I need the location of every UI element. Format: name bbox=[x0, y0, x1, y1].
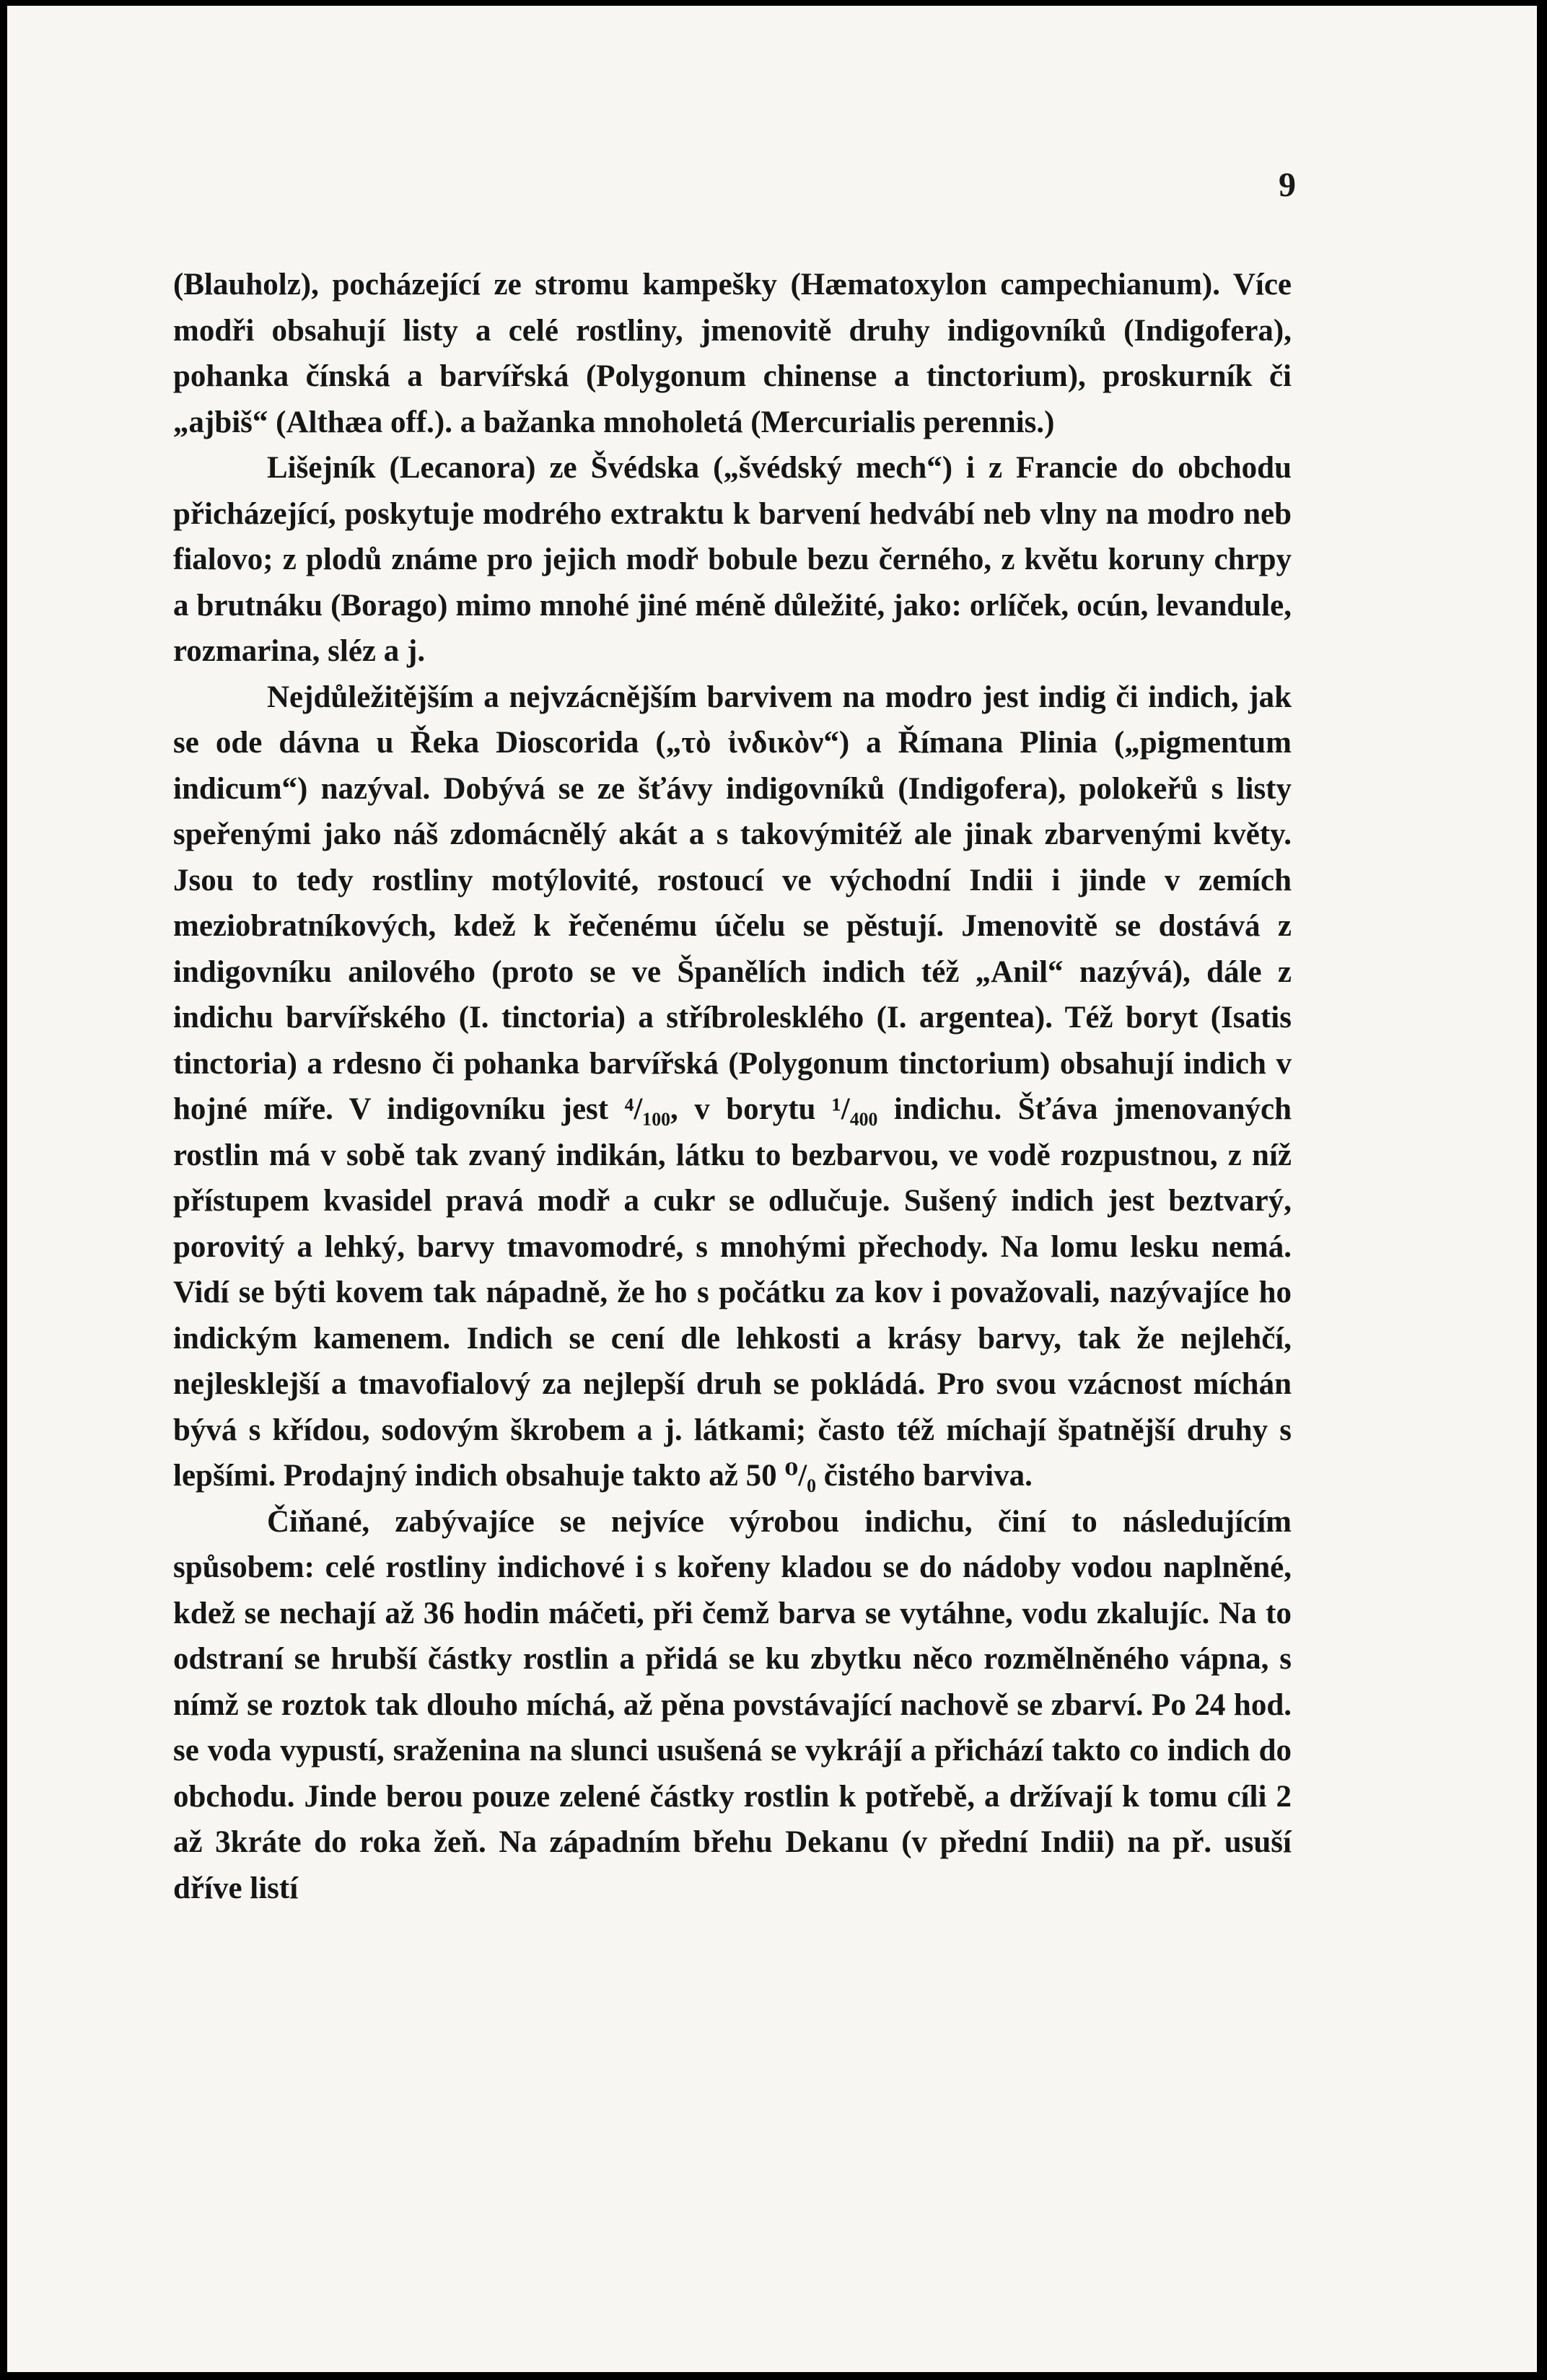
paragraph-indigo: Nejdůležitějším a nejvzácnějším barvivem na modro jest indig či indich, jak se ode dávna u Řeka Dioscorida („τὸ ἰνδικὸν“) a Římana Plinia („pigmentum indicum“) nazýval. Dobývá se ze šťávy indigovníků (Indigofera), polokeřů s listy speřenými jako náš zdomácnělý akát a s takovýmitéž ale jinak zbarvenými květy. Jsou to tedy rostliny motýlovité, rostoucí ve východní Indii i jinde v zemích meziobratníkových, kdež k řečenému účelu se pěstují. Jmenovitě se dostává z indigovníku anilového (proto se ve Španělích indich též „Anil“ nazývá), dále z indichu barvířského (I. tinctoria) a stříbrolesklého (I. argentea). Též boryt (Isatis tinctoria) a rdesno či pohanka barvířská (Polygonum tinctorium) obsahují indich v hojné míře. V indigovníku jest ⁴/₁₀₀, v borytu ¹/₄₀₀ indichu. Šťáva jmenovaných rostlin má v sobě tak zvaný indikán, látku to bezbarvou, ve vodě rozpustnou, z níž přístupem kvasidel pravá modř a cukr se odlučuje. Sušený indich jest beztvarý, porovitý a lehký, barvy tmavomodré, s mnohými přechody. Na lomu lesku nemá. Vidí se býti kovem tak nápadně, že ho s počátku za kov i považovali, nazývajíce ho indickým kamenem. Indich se cení dle lehkosti a krásy barvy, tak že nejlehčí, nejlesklejší a tmavofialový za nejlepší druh se pokládá. Pro svou vzácnost míchán bývá s křídou, sodovým škrobem a j. látkami; často též míchají špatnější druhy s lepšími. Prodajný indich obsahuje takto až 50 ⁰/₀ čistého barviva. bbox=[173, 680, 1292, 1493]
paragraph-lichen: Lišejník (Lecanora) ze Švédska („švédský mech“) i z Francie do obchodu přicházející, poskytuje modrého extraktu k barvení hedvábí neb vlny na modro neb fialovo; z plodů známe pro jejich modř bobule bezu černého, z květu koruny chrpy a brutnáku (Borago) mimo mnohé jiné méně důležité, jako: orlíček, ocún, levandule, rozmarina, sléz a j. bbox=[173, 451, 1292, 668]
paragraph-dyes-intro: (Blauholz), pocházející ze stromu kampešky (Hæmatoxylon campechianum). Více modři obsahují listy a celé rostliny, jmenovitě druhy indigovníků (Indigofera), pohanka čínská a barvířská (Polygonum chinense a tinctorium), proskurník či „ajbiš“ (Althæa off.). a bažanka mnoholetá (Mercurialis perennis.) bbox=[173, 268, 1292, 439]
book-page bbox=[7, 6, 1537, 2372]
page-number: 9 bbox=[1279, 166, 1296, 204]
body-text bbox=[173, 262, 1292, 1911]
paragraph-chinese-method: Čiňané, zabývajíce se nejvíce výrobou indichu, činí to následujícím spůsobem: celé rostliny indichové i s kořeny kladou se do nádoby vodou naplněné, kdež se nechají až 36 hodin máčeti, při čemž barva se vytáhne, vodu zkalujíc. Na to odstraní se hrubší částky rostlin a přidá se ku zbytku něco rozmělněného vápna, s nímž se roztok tak dlouho míchá, až pěna povstávající nachově se zbarví. Po 24 hod. se voda vypustí, sraženina na slunci usušená se vykrájí a přichází takto co indich do obchodu. Jinde berou pouze zelené částky rostlin k potřebě, a držívají k tomu cíli 2 až 3kráte do roka žeň. Na západním břehu Dekanu (v přední Indii) na př. usuší dříve listí bbox=[173, 1504, 1292, 1905]
